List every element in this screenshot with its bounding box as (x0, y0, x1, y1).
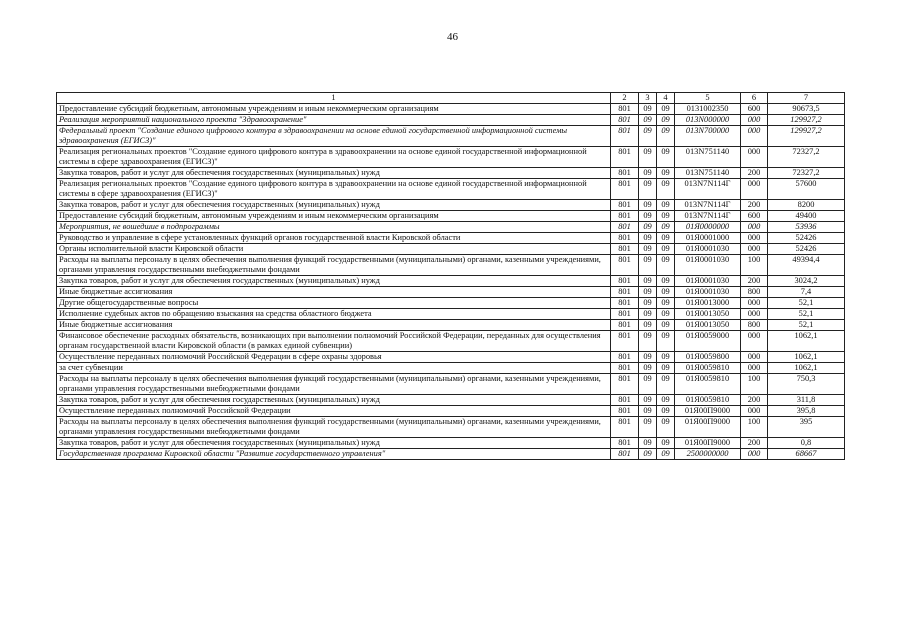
expense-type-code-cell: 000 (741, 147, 768, 168)
target-article-code-cell: 01Я0001030 (675, 244, 741, 255)
amount-cell: 49394,4 (768, 255, 845, 276)
expense-type-code-cell: 000 (741, 126, 768, 147)
expense-type-code-cell: 100 (741, 374, 768, 395)
expenditure-name-cell: Иные бюджетные ассигнования (57, 287, 611, 298)
target-article-code-cell: 01Я00П9000 (675, 406, 741, 417)
table-row (57, 200, 845, 211)
amount-cell: 1062,1 (768, 331, 845, 352)
department-code-cell: 801 (611, 331, 639, 352)
department-code-cell: 801 (611, 233, 639, 244)
table-row (57, 298, 845, 309)
expense-type-code-cell: 200 (741, 438, 768, 449)
table-row (57, 287, 845, 298)
target-article-code-cell: 01Я0001030 (675, 287, 741, 298)
department-code-cell: 801 (611, 179, 639, 200)
department-code-cell: 801 (611, 374, 639, 395)
page-number: 46 (447, 31, 458, 43)
department-code-cell: 801 (611, 298, 639, 309)
budget-table (56, 92, 845, 460)
section-code-cell: 09 (639, 363, 657, 374)
section-code-cell: 09 (639, 395, 657, 406)
table-row (57, 352, 845, 363)
expense-type-code-cell: 200 (741, 200, 768, 211)
expense-type-code-cell: 800 (741, 320, 768, 331)
department-code-cell: 801 (611, 168, 639, 179)
target-article-code-cell: 01Я0001000 (675, 233, 741, 244)
subsection-code-cell: 09 (657, 374, 675, 395)
section-code-cell: 09 (639, 320, 657, 331)
subsection-code-cell: 09 (657, 211, 675, 222)
target-article-code-cell: 01Я0059810 (675, 395, 741, 406)
subsection-code-cell: 09 (657, 115, 675, 126)
table-row (57, 126, 845, 147)
amount-cell: 52,1 (768, 320, 845, 331)
department-code-cell: 801 (611, 449, 639, 460)
department-code-cell: 801 (611, 417, 639, 438)
section-code-cell: 09 (639, 298, 657, 309)
target-article-code-cell: 0131002350 (675, 104, 741, 115)
table-row (57, 233, 845, 244)
department-code-cell: 801 (611, 104, 639, 115)
section-code-cell: 09 (639, 104, 657, 115)
expenditure-name-cell: Государственная программа Кировской области "Развитие государственного управления" (57, 449, 611, 460)
table-row (57, 222, 845, 233)
target-article-code-cell: 013N751140 (675, 168, 741, 179)
table-row (57, 309, 845, 320)
department-code-cell: 801 (611, 287, 639, 298)
section-code-cell: 09 (639, 211, 657, 222)
expense-type-code-cell: 100 (741, 255, 768, 276)
subsection-code-cell: 09 (657, 244, 675, 255)
target-article-code-cell: 013N700000 (675, 126, 741, 147)
expenditure-name-cell: Закупка товаров, работ и услуг для обеспечения государственных (муниципальных) нужд (57, 168, 611, 179)
target-article-code-cell: 01Я00П9000 (675, 438, 741, 449)
amount-cell: 90673,5 (768, 104, 845, 115)
section-code-cell: 09 (639, 115, 657, 126)
column-header-2: 2 (611, 93, 639, 104)
expense-type-code-cell: 000 (741, 406, 768, 417)
target-article-code-cell: 013N7N114Г (675, 211, 741, 222)
subsection-code-cell: 09 (657, 287, 675, 298)
target-article-code-cell: 01Я0013050 (675, 309, 741, 320)
target-article-code-cell: 013N751140 (675, 147, 741, 168)
subsection-code-cell: 09 (657, 126, 675, 147)
target-article-code-cell: 013N000000 (675, 115, 741, 126)
section-code-cell: 09 (639, 309, 657, 320)
target-article-code-cell: 01Я0059810 (675, 363, 741, 374)
department-code-cell: 801 (611, 255, 639, 276)
expenditure-name-cell: Федеральный проект "Создание единого цифрового контура в здравоохранении на основе единой государственной информационной системы здравоохранения (ЕГИСЗ)" (57, 126, 611, 147)
amount-cell: 7,4 (768, 287, 845, 298)
subsection-code-cell: 09 (657, 449, 675, 460)
section-code-cell: 09 (639, 352, 657, 363)
section-code-cell: 09 (639, 276, 657, 287)
amount-cell: 52,1 (768, 298, 845, 309)
target-article-code-cell: 013N7N114Г (675, 179, 741, 200)
table-row (57, 395, 845, 406)
expenditure-name-cell: Реализация региональных проектов "Создание единого цифрового контура в здравоохранении на основе единой государственной информационной системы в сфере здравоохранения (ЕГИСЗ)" (57, 179, 611, 200)
table-row (57, 449, 845, 460)
expenditure-name-cell: Расходы на выплаты персоналу в целях обеспечения выполнения функций государственными (муниципальными) органами, казенными учреждениями, органами управления государственными внебюджетными фондами (57, 374, 611, 395)
table-row (57, 104, 845, 115)
subsection-code-cell: 09 (657, 438, 675, 449)
table-row (57, 147, 845, 168)
expenditure-name-cell: Исполнение судебных актов по обращению взыскания на средства областного бюджета (57, 309, 611, 320)
amount-cell: 68667 (768, 449, 845, 460)
section-code-cell: 09 (639, 449, 657, 460)
expenditure-name-cell: Закупка товаров, работ и услуг для обеспечения государственных (муниципальных) нужд (57, 395, 611, 406)
section-code-cell: 09 (639, 331, 657, 352)
department-code-cell: 801 (611, 309, 639, 320)
table-row (57, 331, 845, 352)
expense-type-code-cell: 000 (741, 233, 768, 244)
expenditure-name-cell: Реализация мероприятий национального проекта "Здравоохранение" (57, 115, 611, 126)
expenditure-name-cell: Расходы на выплаты персоналу в целях обеспечения выполнения функций государственными (муниципальными) органами, казенными учреждениями, органами управления государственными внебюджетными фондами (57, 417, 611, 438)
table-body (57, 104, 845, 460)
expense-type-code-cell: 000 (741, 449, 768, 460)
column-header-6: 6 (741, 93, 768, 104)
expense-type-code-cell: 000 (741, 363, 768, 374)
table-row (57, 179, 845, 200)
expenditure-name-cell: Предоставление субсидий бюджетным, автономным учреждениям и иным некоммерческим организациям (57, 104, 611, 115)
section-code-cell: 09 (639, 417, 657, 438)
target-article-code-cell: 01Я0059000 (675, 331, 741, 352)
expense-type-code-cell: 000 (741, 309, 768, 320)
amount-cell: 395 (768, 417, 845, 438)
table-row (57, 406, 845, 417)
expense-type-code-cell: 000 (741, 298, 768, 309)
amount-cell: 53936 (768, 222, 845, 233)
department-code-cell: 801 (611, 147, 639, 168)
target-article-code-cell: 01Я00П9000 (675, 417, 741, 438)
expense-type-code-cell: 000 (741, 179, 768, 200)
subsection-code-cell: 09 (657, 200, 675, 211)
subsection-code-cell: 09 (657, 320, 675, 331)
subsection-code-cell: 09 (657, 298, 675, 309)
column-header-7: 7 (768, 93, 845, 104)
expenditure-name-cell: Другие общегосударственные вопросы (57, 298, 611, 309)
section-code-cell: 09 (639, 406, 657, 417)
subsection-code-cell: 09 (657, 331, 675, 352)
department-code-cell: 801 (611, 244, 639, 255)
table-row (57, 438, 845, 449)
expenditure-name-cell: Закупка товаров, работ и услуг для обеспечения государственных (муниципальных) нужд (57, 438, 611, 449)
expenditure-name-cell: Расходы на выплаты персоналу в целях обеспечения выполнения функций государственными (муниципальными) органами, казенными учреждениями, органами управления государственными внебюджетными фондами (57, 255, 611, 276)
table-row (57, 374, 845, 395)
amount-cell: 1062,1 (768, 363, 845, 374)
amount-cell: 52426 (768, 244, 845, 255)
target-article-code-cell: 01Я0059810 (675, 374, 741, 395)
amount-cell: 129927,2 (768, 126, 845, 147)
target-article-code-cell: 01Я0001030 (675, 276, 741, 287)
section-code-cell: 09 (639, 287, 657, 298)
subsection-code-cell: 09 (657, 222, 675, 233)
expense-type-code-cell: 200 (741, 276, 768, 287)
target-article-code-cell: 01Я0001030 (675, 255, 741, 276)
amount-cell: 750,3 (768, 374, 845, 395)
expenditure-name-cell: Мероприятия, не вошедшие в подпрограммы (57, 222, 611, 233)
expense-type-code-cell: 000 (741, 115, 768, 126)
column-header-4: 4 (657, 93, 675, 104)
expense-type-code-cell: 000 (741, 352, 768, 363)
target-article-code-cell: 01Я0000000 (675, 222, 741, 233)
expenditure-name-cell: Закупка товаров, работ и услуг для обеспечения государственных (муниципальных) нужд (57, 276, 611, 287)
amount-cell: 8200 (768, 200, 845, 211)
department-code-cell: 801 (611, 222, 639, 233)
amount-cell: 72327,2 (768, 147, 845, 168)
amount-cell: 311,8 (768, 395, 845, 406)
department-code-cell: 801 (611, 395, 639, 406)
header-row (57, 93, 845, 104)
subsection-code-cell: 09 (657, 352, 675, 363)
table-row (57, 276, 845, 287)
department-code-cell: 801 (611, 126, 639, 147)
section-code-cell: 09 (639, 222, 657, 233)
subsection-code-cell: 09 (657, 276, 675, 287)
section-code-cell: 09 (639, 200, 657, 211)
expenditure-name-cell: Реализация региональных проектов "Создание единого цифрового контура в здравоохранении на основе единой государственной информационной системы в сфере здравоохранения (ЕГИСЗ)" (57, 147, 611, 168)
amount-cell: 52,1 (768, 309, 845, 320)
target-article-code-cell: 01Я0013000 (675, 298, 741, 309)
department-code-cell: 801 (611, 211, 639, 222)
expenditure-name-cell: Предоставление субсидий бюджетным, автономным учреждениям и иным некоммерческим организациям (57, 211, 611, 222)
amount-cell: 52426 (768, 233, 845, 244)
department-code-cell: 801 (611, 438, 639, 449)
amount-cell: 1062,1 (768, 352, 845, 363)
section-code-cell: 09 (639, 233, 657, 244)
subsection-code-cell: 09 (657, 168, 675, 179)
expenditure-name-cell: Органы исполнительной власти Кировской области (57, 244, 611, 255)
expense-type-code-cell: 200 (741, 168, 768, 179)
expenditure-name-cell: Иные бюджетные ассигнования (57, 320, 611, 331)
table-row (57, 363, 845, 374)
section-code-cell: 09 (639, 438, 657, 449)
expenditure-name-cell: Осуществление переданных полномочий Российской Федерации (57, 406, 611, 417)
subsection-code-cell: 09 (657, 309, 675, 320)
section-code-cell: 09 (639, 147, 657, 168)
column-header-3: 3 (639, 93, 657, 104)
amount-cell: 72327,2 (768, 168, 845, 179)
subsection-code-cell: 09 (657, 147, 675, 168)
department-code-cell: 801 (611, 115, 639, 126)
section-code-cell: 09 (639, 179, 657, 200)
expenditure-name-cell: Руководство и управление в сфере установленных функций органов государственной власти Кировской области (57, 233, 611, 244)
expense-type-code-cell: 100 (741, 417, 768, 438)
department-code-cell: 801 (611, 363, 639, 374)
subsection-code-cell: 09 (657, 406, 675, 417)
amount-cell: 49400 (768, 211, 845, 222)
expense-type-code-cell: 000 (741, 222, 768, 233)
amount-cell: 57600 (768, 179, 845, 200)
department-code-cell: 801 (611, 320, 639, 331)
section-code-cell: 09 (639, 255, 657, 276)
section-code-cell: 09 (639, 126, 657, 147)
amount-cell: 129927,2 (768, 115, 845, 126)
amount-cell: 0,8 (768, 438, 845, 449)
subsection-code-cell: 09 (657, 255, 675, 276)
department-code-cell: 801 (611, 200, 639, 211)
expenditure-name-cell: Финансовое обеспечение расходных обязательств, возникающих при выполнении полномочий Российской Федерации, переданных для осуществления органам государственной власти Кировской области (в рамках единой субвенции) (57, 331, 611, 352)
column-header-1: 1 (57, 93, 611, 104)
section-code-cell: 09 (639, 374, 657, 395)
column-header-5: 5 (675, 93, 741, 104)
expense-type-code-cell: 200 (741, 395, 768, 406)
expense-type-code-cell: 000 (741, 331, 768, 352)
department-code-cell: 801 (611, 406, 639, 417)
subsection-code-cell: 09 (657, 363, 675, 374)
table-row (57, 168, 845, 179)
amount-cell: 395,8 (768, 406, 845, 417)
subsection-code-cell: 09 (657, 104, 675, 115)
section-code-cell: 09 (639, 168, 657, 179)
expense-type-code-cell: 600 (741, 211, 768, 222)
subsection-code-cell: 09 (657, 179, 675, 200)
subsection-code-cell: 09 (657, 233, 675, 244)
amount-cell: 3024,2 (768, 276, 845, 287)
table-row (57, 115, 845, 126)
table-row (57, 255, 845, 276)
target-article-code-cell: 2500000000 (675, 449, 741, 460)
subsection-code-cell: 09 (657, 395, 675, 406)
target-article-code-cell: 01Я0059800 (675, 352, 741, 363)
table-row (57, 211, 845, 222)
subsection-code-cell: 09 (657, 417, 675, 438)
section-code-cell: 09 (639, 244, 657, 255)
expense-type-code-cell: 600 (741, 104, 768, 115)
department-code-cell: 801 (611, 276, 639, 287)
expense-type-code-cell: 800 (741, 287, 768, 298)
department-code-cell: 801 (611, 352, 639, 363)
expenditure-name-cell: Закупка товаров, работ и услуг для обеспечения государственных (муниципальных) нужд (57, 200, 611, 211)
expenditure-name-cell: Осуществление переданных полномочий Российской Федерации в сфере охраны здоровья (57, 352, 611, 363)
expense-type-code-cell: 000 (741, 244, 768, 255)
expenditure-name-cell: за счет субвенции (57, 363, 611, 374)
table-row (57, 244, 845, 255)
table-row (57, 417, 845, 438)
target-article-code-cell: 01Я0013050 (675, 320, 741, 331)
target-article-code-cell: 013N7N114Г (675, 200, 741, 211)
table-row (57, 320, 845, 331)
